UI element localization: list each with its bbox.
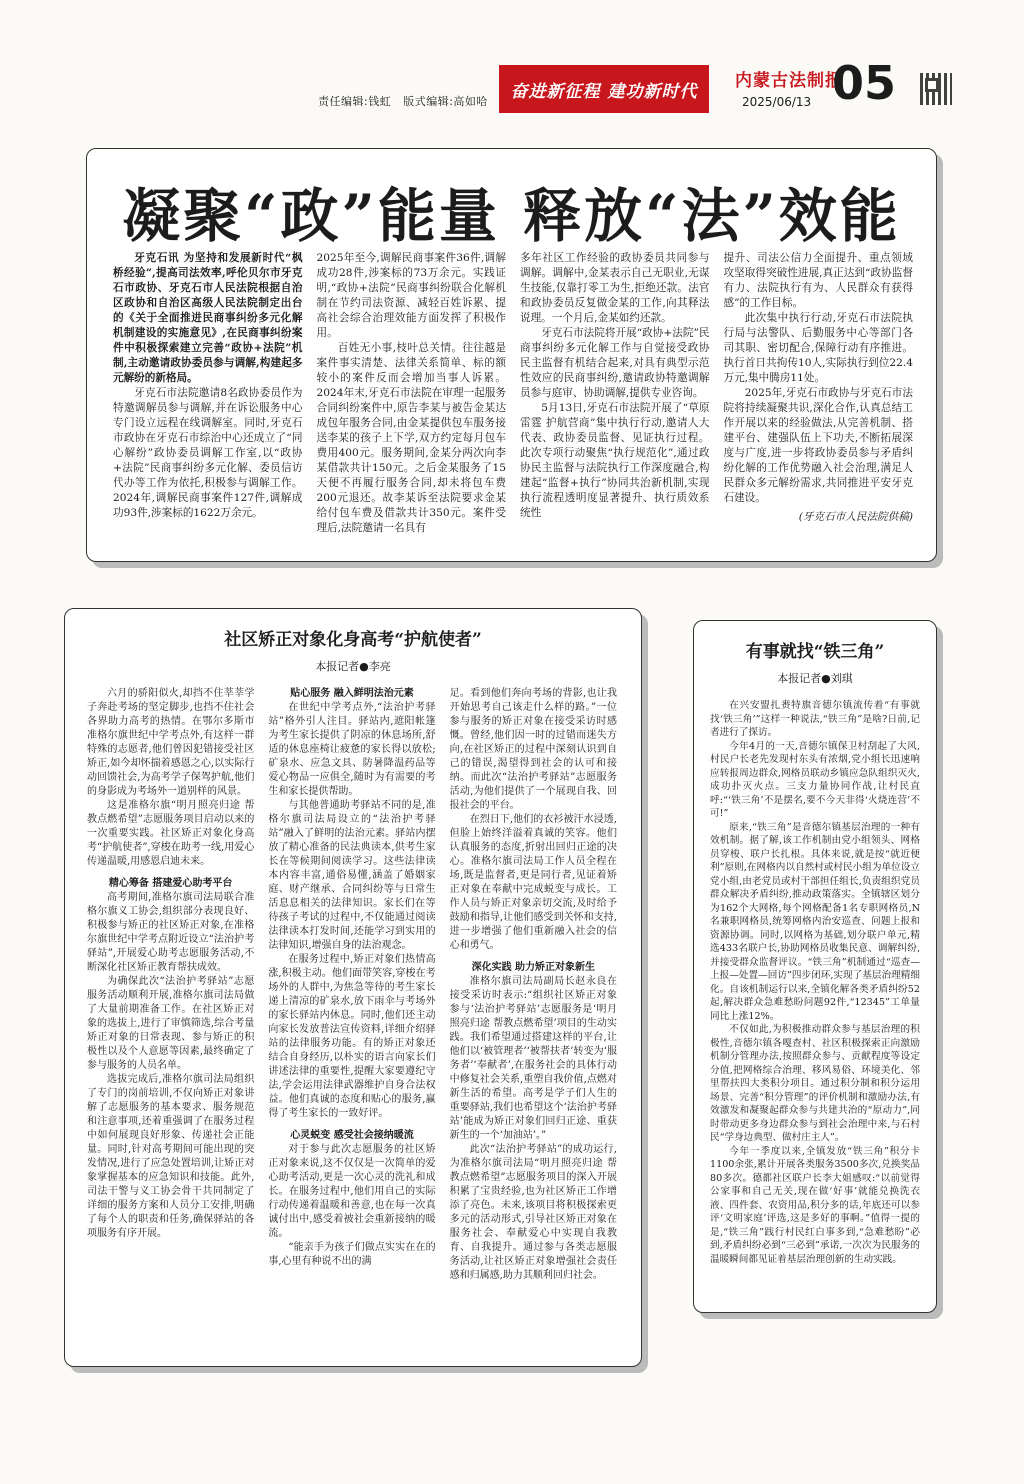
paragraph: 2025年至今,调解民商事案件36件,调解成功28件,涉案标的73万余元。实践证明,“政协+法院”民商事纠纷联合化解机制在节约司法资源、减轻百姓诉累、提高社会综合治理效能方面发挥了积极作用。 (316, 252, 506, 339)
qr-code (920, 73, 952, 105)
paragraph: 这是准格尔旗“明月照亮归途 帮教点燃希望”志愿服务项目启动以来的一次重要实践。社区矫正对象化身高考“护航使者”,穿梭在助考一线,用爱心传递温暖,用感恩启迪未来。 (87, 800, 255, 867)
section-heading: 深化实践 助力矫正对象新生 (471, 962, 596, 973)
editor-credits (318, 93, 496, 109)
paragraph: 5月13日,牙克石市法院开展了“草原雷霆 护航营商”集中执行行动,邀请人大代表、政协委员监督、见证执行过程。此次专项行动聚焦“执行规范化”,通过政协民主监督与法院执行工作深度融合,构建起“监督+执行”协同共治新机制,实现执行流程透明度显著提升、执行质效系统性 (520, 402, 710, 519)
top-article-body (113, 251, 913, 551)
top-article-card (86, 148, 937, 562)
paragraph: 此次“法治护考驿站”的成功运行,为准格尔旗司法局“明月照亮归途 帮教点燃希望”志愿服务项目的深入开展积累了宝贵经验,也为社区矫正工作增添了亮色。未来,该项目将积极探索更多元的活动形式,引导社区矫正对象在服务社会、奉献爱心中实现自我教育、自我提升。通过参与各类志愿服务活动,让社区矫正对象增强社会责任感和归属感,助力其顺利回归社会。 (449, 1144, 617, 1281)
paragraph: 与其他普通助考驿站不同的是,准格尔旗司法局设立的“法治护考驿站”融入了鲜明的法治元素。驿站内摆放了精心准备的民法典读本,供考生家长在等候期间阅读学习。这些法律读本内容丰富,通俗易懂,涵盖了婚姻家庭、财产继承、合同纠纷等与日常生活息息相关的法律知识。家长们在等待孩子考试的过程中,不仅能通过阅读法律读本打发时间,还能学习到实用的法律知识,增强自身的法治观念。 (268, 800, 436, 951)
section-banner: 奋进新征程 建功新时代 (499, 65, 709, 113)
paragraph: 六月的骄阳似火,却挡不住莘莘学子奔赴考场的坚定脚步,也挡不住社会各界助力高考的热情。在鄂尔多斯市准格尔旗世纪中学考点外,有这样一群特殊的志愿者,他们曾因犯错接受社区矫正,如今却怀揣着感恩之心,以实际行动回馈社会,为高考学子保驾护航,他们的身影成为考场外一道别样的风景。 (87, 688, 255, 797)
paragraph: 百姓无小事,枝叶总关情。往往越是案件事实清楚、法律关系简单、标的额较小的案件反而会增加当事人诉累。2024年末,牙克石市法院在审理一起服务合同纠纷案件中,原告李某与被告金某达成包年服务合同,由金某提供包车服务接送李某的孩子上下学,双方约定每月包车费用400元。服务期间,金某分两次向李某借款共计150元。之后金某服务了15天便不再履行服务合同,却未将包车费200元退还。故李某诉至法院要求金某给付包车费及借款共计350元。案件受理后,法院邀请一名具有 (316, 342, 506, 534)
page-headline: 凝聚“政”能量 释放“法”效能 (122, 182, 901, 250)
paragraph: 多年社区工作经验的政协委员共同参与调解。调解中,金某表示自己无职业,无谋生技能,仅靠打零工为生,拒绝还款。法官和政协委员反复做金某的工作,向其释法说理。一个月后,金某如约还款。 (520, 252, 710, 324)
section-heading: 贴心服务 融入鲜明法治元素 (290, 688, 414, 699)
issue-date: 2025/06/13 (742, 95, 812, 109)
top-col-4 (724, 251, 914, 551)
top-col-2 (317, 251, 507, 551)
paragraph: 牙克石市法院邀请8名政协委员作为特邀调解员参与调解,并在诉讼服务中心专门设立远程在线调解室。同时,牙克石市政协在牙克石市综治中心还成立了“同心解纷”政协委员调解工作室,以“政协+法院”民商事纠纷多元化解、委员信访代办等工作为依托,积极参与调解工作。2024年,调解民商事案件127件,调解成功93件,涉案标的1622万余元。 (113, 387, 303, 519)
left-col-3 (450, 687, 617, 1355)
paragraph: 不仅如此,为积极推动群众参与基层治理的积极性,音德尔镇各嘎查村、社区积极探索正向激励机制分管理办法,按照群众参与、贡献程度等设定分值,把网格综合治理、移风易俗、环境美化、邻里帮扶四大类积分项目。通过积分制和积分运用场景、完善“积分管理”的评价机制和激励办法,有效激发和凝聚起群众参与共建共治的“原动力”,同时带动更多身边群众参与到社会治理中来,与石村民“学身边典型、做村庄主人”。 (710, 1024, 920, 1143)
editor-name: 责任编辑:钱虹 (318, 95, 392, 108)
article-title: 有事就找“铁三角” (745, 642, 885, 662)
paragraph: 足。看到他们奔向考场的背影,也让我开始思考自己该走什么样的路。”一位参与服务的矫正对象在接受采访时感慨。曾经,他们因一时的过错而迷失方向,在社区矫正的过程中深刻认识到自己的错误,渴望得到社会的认可和接纳。而此次“法治护考驿站”志愿服务活动,为他们提供了一个展现自我、回报社会的平台。 (449, 688, 617, 811)
paragraph: 对于参与此次志愿服务的社区矫正对象来说,这不仅仅是一次简单的爱心助考活动,更是一次心灵的洗礼和成长。在服务过程中,他们用自己的实际行动传递着温暖和善意,也在每一次真诚付出中,感受着被社会重新接纳的暖流。 (268, 1144, 436, 1239)
article-title: 社区矫正对象化身高考“护航使者” (224, 630, 482, 650)
article-source: (牙克石市人民法院供稿) (798, 511, 913, 523)
section-heading: 心灵蜕变 感受社会接纳暖流 (290, 1130, 414, 1141)
paragraph: 选拔完成后,准格尔旗司法局组织了专门的岗前培训,不仅向矫正对象讲解了志愿服务的基本要求、服务规范和注意事项,还着重强调了在服务过程中如何展现良好形象、传递社会正能量。同时,针对高考期间可能出现的突发情况,进行了应急处置培训,让矫正对象掌握基本的应急知识和技能。此外,司法干警与义工协会骨干共同制定了详细的服务方案和人员分工安排,明确了每个人的职责和任务,确保驿站的各项服务有序开展。 (87, 1074, 255, 1239)
left-article-card (64, 608, 642, 1367)
layout-editor-name: 版式编辑:高如哈 (403, 95, 488, 108)
right-col (710, 699, 920, 1301)
paragraph: 在兴安盟扎赉特旗音德尔镇流传着“有事就找‘铁三角’”这样一种说法,“铁三角”是啥?日前,记者进行了探访。 (710, 700, 920, 738)
paragraph: “能亲手为孩子们做点实实在在的事,心里有种说不出的满 (268, 1242, 436, 1267)
paragraph: 牙克石讯 为坚持和发展新时代“枫桥经验”,提高司法效率,呼伦贝尔市牙克石市政协、牙克石市人民法院根据自治区政协和自治区高级人民法院制定出台的《关于全面推进民商事纠纷多元化解机制建设的实施意见》,在民商事纠纷案件中积极探索建立完善“政协+法院”机制,主动邀请政协委员参与调解,构建起多元解纷的新格局。 (113, 252, 303, 384)
paragraph: 今年4月的一天,音德尔镇保卫村刮起了大风,村民户长老先发现村东头有浓烟,党小组长迅速响应转报周边群众,网格员联动乡镇应急队组织灭火,成功扑灭火点。三支力量协同作战,让村民直呼:“‘铁三角’不是摆名,要不今天非得‘火烧连营’不可!” (710, 740, 920, 819)
right-article-body (710, 699, 920, 1301)
paragraph: 高考期间,准格尔旗司法局联合准格尔旗义工协会,组织部分表现良好、积极参与矫正的社区矫正对象,在准格尔旗世纪中学考点附近设立“法治护考驿站”,开展爱心助考志愿服务活动,不断深化社区矫正教育帮扶成效。 (87, 892, 255, 973)
newspaper-logo: 内蒙古法制报 (735, 71, 843, 91)
top-col-3 (520, 251, 710, 551)
paragraph: 在服务过程中,矫正对象们热情高涨,积极主动。他们面带笑容,穿梭在考场外的人群中,为焦急等待的考生家长递上清凉的矿泉水,放下雨伞与考场外的家长驿站内休息。同时,他们还主动向家长发放普法宣传资料,详细介绍驿站的法律服务功能。有的矫正对象还结合自身经历,以朴实的语言向家长们讲述法律的重要性,提醒大家要遵纪守法,学会运用法律武器维护自身合法权益。他们真诚的态度和贴心的服务,赢得了考生家长的一致好评。 (268, 954, 436, 1119)
section-heading: 精心筹备 搭建爱心助考平台 (108, 878, 233, 889)
paragraph: 2025年,牙克石市政协与牙克石市法院将持续凝聚共识,深化合作,认真总结工作开展以来的经验做法,从完善机制、搭建平台、建强队伍上下功夫,不断拓展深度与广度,进一步将政协委员参与矛盾纠纷化解的工作优势融入社会治理,满足人民群众多元解纷需求,共同推进平安牙克石建设。 (723, 387, 913, 504)
left-article-body (87, 687, 617, 1355)
page-number: 05 (832, 56, 897, 110)
paragraph: 原来,“铁三角”是音德尔镇基层治理的一种有效机制。据了解,该工作机制由党小组领头、网格员穿梭、联户长扎根。具体来说,就是按“就近便利”原则,在网格内以自然村或村民小组为单位设立党小组,由老党员或村干部担任组长,负责组织党员群众解决矛盾纠纷,推动政策落实。全镇辖区划分为162个大网格,每个网格配备1名专职网格员,N名兼职网格员,统筹网格内治安巡查、问题上报和资源协调。同时,以网格为基础,划分联户单元,精选433名联户长,协助网格员收集民意、调解纠纷,并接受群众监督评议。“铁三角”机制通过“巡查—上报—处置—回访”四步闭环,实现了基层治理精细化。自该机制运行以来,全镇化解各类矛盾纠纷52起,解决群众急难愁盼问题92件,“12345”工单量同比上涨12%。 (710, 821, 920, 1022)
paragraph: 此次集中执行行动,牙克石市法院执行局与法警队、后勤服务中心等部门各司其职、密切配合,保障行动有序推进。执行首日共拘传10人,实际执行到位22.4万元,集中腾房11处。 (723, 312, 913, 384)
paragraph: 在烈日下,他们的衣衫被汗水浸透,但脸上始终洋溢着真诚的笑容。他们认真服务的态度,折射出回归正途的决心。准格尔旗司法局工作人员全程在场,既是监督者,更是同行者,见证着矫正对象在奉献中完成蜕变与成长。工作人员与矫正对象亲切交流,及时给予鼓励和指导,让他们感受到关怀和支持,进一步增强了他们重新融入社会的信心和勇气。 (449, 814, 617, 951)
article-byline: 本报记者●刘琪 (777, 672, 853, 685)
article-byline: 本报记者●李亮 (315, 660, 391, 673)
paragraph: 在世纪中学考点外,“法治护考驿站”格外引人注目。驿站内,遮阳帐篷为考生家长提供了阴凉的休息场所,舒适的休息座椅让疲惫的家长得以放松;矿泉水、应急文具、防暑降温药品等爱心物品一应俱全,随时为有需要的考生和家长提供帮助。 (268, 702, 436, 797)
left-col-1 (87, 687, 254, 1355)
paragraph: 准格尔旗司法局副局长赵永良在接受采访时表示:“组织社区矫正对象参与‘法治护考驿站’志愿服务是‘明月照亮归途 帮教点燃希望’项目的生动实践。我们希望通过搭建这样的平台,让他们以‘被管理者’‘被帮扶者’转变为‘服务者’‘奉献者’,在服务社会的具体行动中修复社会关系,重塑自我价值,点燃对新生活的希望。高考是学子们人生的重要驿站,我们也希望这个‘法治护考驿站’能成为矫正对象们回归正途、重获新生的一个‘加油站’。” (449, 976, 617, 1141)
paragraph: 牙克石市法院将开展“政协+法院”民商事纠纷多元化解工作与自觉接受政协民主监督有机结合起来,对具有典型示范性效应的民商事纠纷,邀请政协特邀调解员参与庭审、协助调解,提供专业咨询。 (520, 327, 710, 399)
top-col-1 (113, 251, 303, 551)
paragraph: 为确保此次“法治护考驿站”志愿服务活动顺利开展,准格尔旗司法局做了大量前期准备工作。在社区矫正对象的选拔上,进行了审慎筛选,综合考量矫正对象的日常表现、参与矫正的积极性以及个人意愿等因素,最终确定了参与服务的人员名单。 (87, 976, 255, 1071)
paragraph: 今年一季度以来,全镇发放“铁三角”积分卡1100余张,累计开展各类服务3500多次,兑换奖品80多次。德都社区联户长李大姐感叹:“以前觉得公家事和自己无关,现在做‘好事’就能兑换洗衣液、四件套、农资用品,积分多的话,年底还可以参评‘文明家庭’评选,这是多好的事啊。”值得一提的是,“铁三角”践行村民红白事多到,“急难愁盼”必到,矛盾纠纷必到“三必到”承诺,一次次为民服务的温暖瞬间都见证着基层治理创新的生动实践。 (710, 1145, 920, 1265)
paragraph: 提升、司法公信力全面提升、重点领域攻坚取得突破性进展,真正达到“政协监督有力、法院执行有为、人民群众有获得感”的工作目标。 (723, 252, 913, 309)
left-col-2 (268, 687, 435, 1355)
right-article-card (693, 620, 937, 1313)
